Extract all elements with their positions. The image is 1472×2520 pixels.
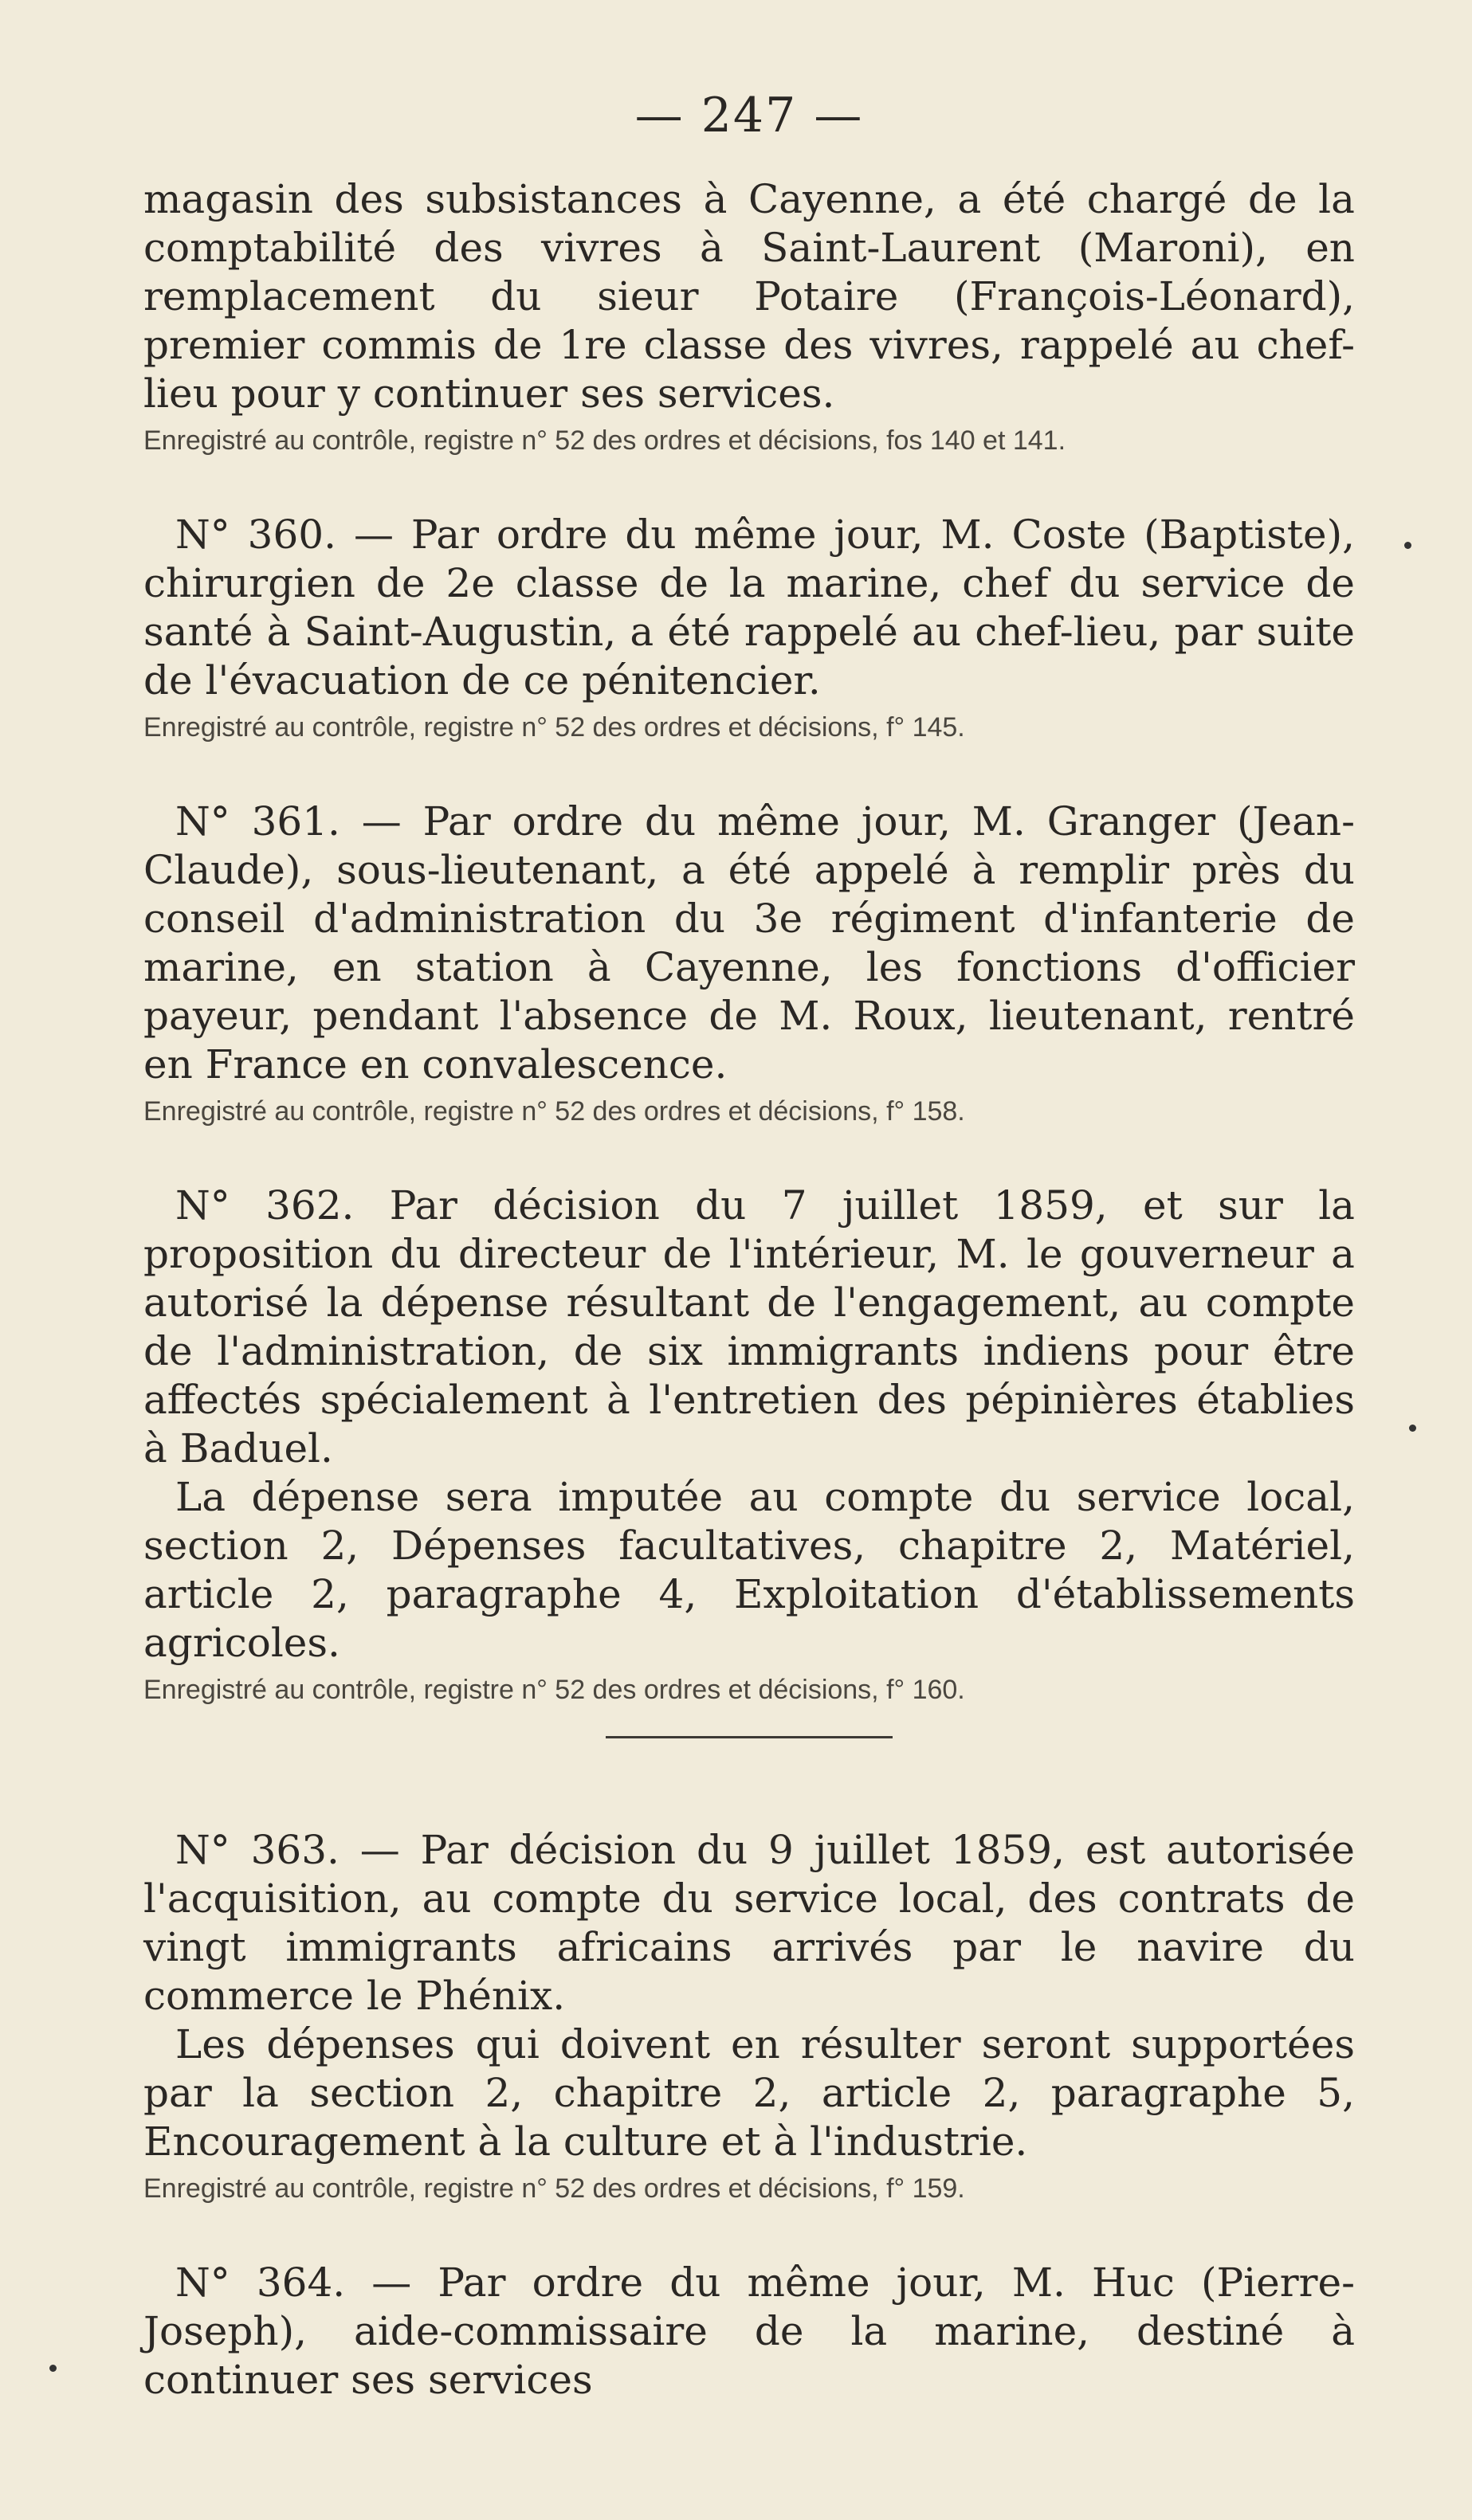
- entry-text: [143, 511, 1355, 705]
- entry-body: — Par ordre du même jour, M. Huc (Pierre-Joseph), aide-commissaire de la marine, destiné à continuer ses services: [143, 2259, 1355, 2403]
- entry-363: [143, 1826, 1355, 2211]
- entry-361: [143, 798, 1355, 1134]
- print-speck: [1404, 542, 1411, 549]
- entry-text: [143, 1826, 1355, 2020]
- entry-number: N° 360.: [175, 511, 337, 558]
- entry-364: [143, 2259, 1355, 2404]
- entry-number: N° 363.: [175, 1827, 340, 1873]
- entry-body: — Par ordre du même jour, M. Granger (Jean-Claude), sous-lieutenant, a été appelé à remplir près du conseil d'administration du 3e régiment d'infanterie de marine, en station à Cayenne, les fonctions d'officier payeur, pendant l'absence de M. Roux, lieutenant, rentré en France en convalescence.: [143, 798, 1355, 1088]
- entry-number: N° 362.: [175, 1182, 355, 1229]
- registry-note: Enregistré au contrôle, registre n° 52 des ordres et décisions, f° 160.: [143, 1675, 965, 1705]
- print-speck: [49, 2365, 57, 2372]
- print-speck: [1409, 1425, 1416, 1432]
- entry-360: [143, 511, 1355, 750]
- entry-carry-over: [143, 175, 1355, 463]
- registry-note: Enregistré au contrôle, registre n° 52 des ordres et décisions, f° 145.: [143, 712, 965, 743]
- entry-number: N° 361.: [175, 798, 340, 845]
- document-page: [143, 88, 1355, 2420]
- registry-note: Enregistré au contrôle, registre n° 52 des ordres et décisions, f° 158.: [143, 1096, 965, 1127]
- section-divider: [606, 1736, 893, 1738]
- registry-note: Enregistré au contrôle, registre n° 52 des ordres et décisions, fos 140 et 141.: [143, 425, 1066, 456]
- entry-362: [143, 1182, 1355, 1712]
- entry-text-continued: Les dépenses qui doivent en résulter seront supportées par la section 2, chapitre 2, article 2, paragraphe 5, Encouragement à la culture et à l'industrie.: [143, 2021, 1355, 2165]
- entry-number: N° 364.: [175, 2259, 346, 2306]
- entry-body: — Par décision du 9 juillet 1859, est autorisée l'acquisition, au compte du service local, des contrats de vingt immigrants africains arrivés par le navire du commerce le Phénix.: [143, 1827, 1355, 2019]
- entry-body: Par décision du 7 juillet 1859, et sur la proposition du directeur de l'intérieur, M. le gouverneur a autorisé la dépense résultant de l'engagement, au compte de l'administration, de six immigrants indiens pour être affectés spécialement à l'entretien des pépinières établies à Baduel.: [143, 1182, 1355, 1472]
- entry-body: — Par ordre du même jour, M. Coste (Baptiste), chirurgien de 2e classe de la marine, chef du service de santé à Saint-Augustin, a été rappelé au chef-lieu, par suite de l'évacuation de ce pénitencier.: [143, 511, 1355, 703]
- entry-text-continued: La dépense sera imputée au compte du service local, section 2, Dépenses facultatives, chapitre 2, Matériel, article 2, paragraphe 4, Exploitation d'établissements agricoles.: [143, 1474, 1355, 1666]
- entry-text: magasin des subsistances à Cayenne, a été chargé de la comptabilité des vivres à Saint-Laurent (Maroni), en remplacement du sieur Potaire (François-Léonard), premier commis de 1re classe des vivres, rappelé au chef-lieu pour y continuer ses services.: [143, 176, 1355, 417]
- entry-text: [143, 1182, 1355, 1473]
- entry-text: [143, 798, 1355, 1089]
- entry-text: [143, 2259, 1355, 2404]
- page-number: — 247 —: [634, 88, 864, 143]
- registry-note: Enregistré au contrôle, registre n° 52 des ordres et décisions, f° 159.: [143, 2173, 965, 2204]
